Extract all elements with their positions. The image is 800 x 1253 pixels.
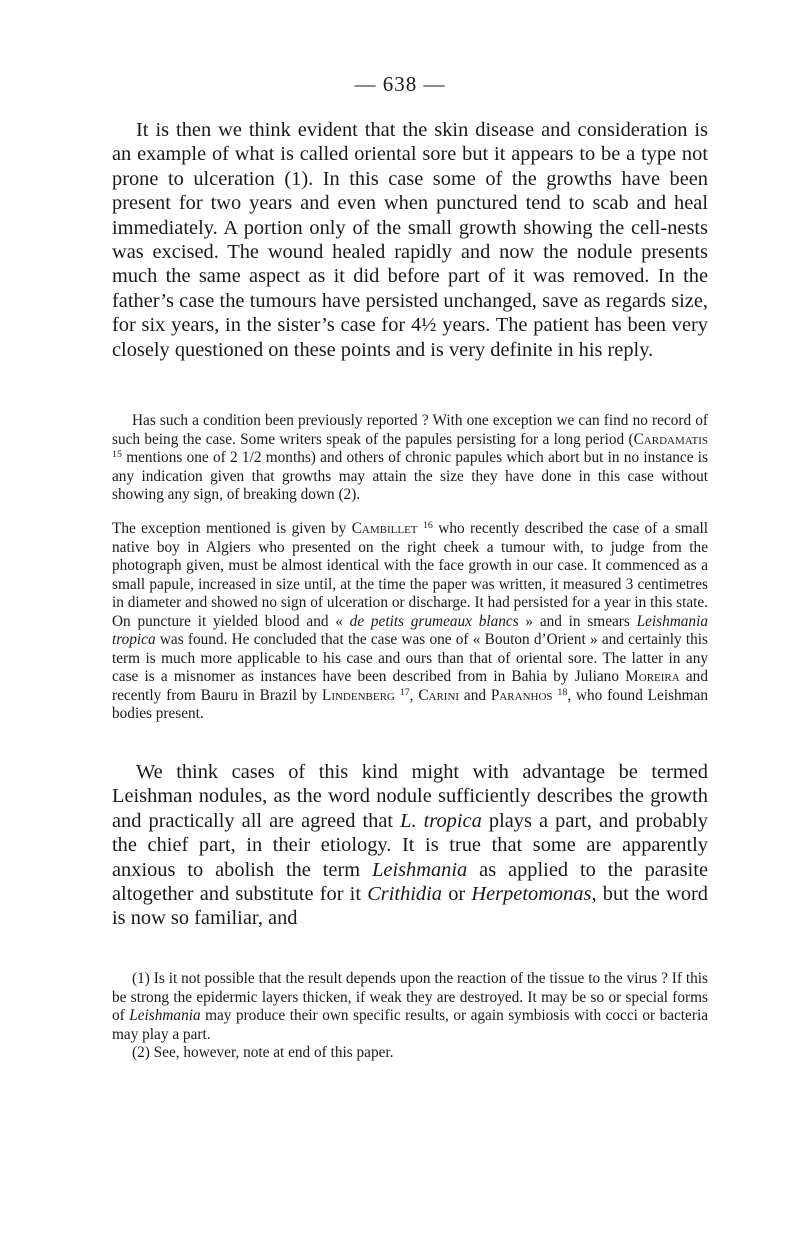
paragraph-2-small-print bbox=[112, 412, 708, 505]
italic-phrase: de petits grumeaux blancs bbox=[349, 612, 519, 630]
author-name: Cardamatis bbox=[633, 430, 708, 448]
reference-number: 16 bbox=[422, 520, 433, 532]
text-run: or bbox=[442, 883, 472, 906]
reference-number: 17 bbox=[399, 686, 410, 698]
footnote-1 bbox=[112, 970, 708, 1044]
genus-name: Crithidia bbox=[367, 883, 442, 906]
species-name: L. tropica bbox=[400, 809, 482, 832]
text-run: as applied to the parasite altogether and substitute for it bbox=[112, 858, 708, 906]
text-run: (1) Is it not possible that the result depends upon the reaction of the tissue to the virus ? If this be strong the epidermic layers thicken, if weak they are destroyed. It may be so or special forms of bbox=[112, 970, 708, 1024]
text-run: » and in smears bbox=[518, 612, 637, 630]
species-name: Leishmania tropica bbox=[112, 612, 708, 648]
page-number: — 638 — bbox=[354, 72, 446, 96]
author-name: Moreira bbox=[625, 668, 680, 685]
text-run: mentions one of 2 1/2 months) and others of chronic papules which abort but in no instance is any indication given that growths may attain the size they have done in this case without showing any sign, of breaking down (2). bbox=[112, 449, 708, 503]
genus-name: Leishmania bbox=[372, 858, 468, 881]
author-name: Paranhos bbox=[490, 686, 553, 704]
author-name: Lindenberg bbox=[321, 686, 395, 704]
text-run: , but the word is now so familiar, and bbox=[112, 883, 708, 930]
text-run: We think cases of this kind might with advantage be termed Leishman nodules, as the word nodule sufficiently describes the growth and practically all are agreed that bbox=[112, 761, 708, 832]
text-run: plays a part, and probably the chief part, in their etiology. It is true that some are apparently anxious to abolish the term bbox=[112, 809, 708, 881]
text-run: Has such a condition been previously reported ? With one exception we can find no record of such being the case. Some writers speak of the papules persisting for a long period ( bbox=[112, 412, 708, 448]
genus-name: Leishmania bbox=[129, 1007, 201, 1024]
text-run: and bbox=[459, 686, 491, 704]
footnote-2: (2) See, however, note at end of this paper. bbox=[132, 1044, 394, 1061]
author-name: Carini bbox=[418, 686, 460, 704]
text-run: may produce their own specific results, or again symbiosis with cocci or bacteria may play a part. bbox=[112, 1007, 708, 1043]
text-run: who recently described the case of a small native boy in Algiers who presented on the right cheek a tumour with, to judge from the photograph given, must be almost identical with the face growth in our case. It commenced as a small papule, increased in size until, at the time the paper was written, it measured 3 centimetres in diameter and showed no sign of ulceration or discharge. It had persisted for a year in this state. On puncture it yielded blood and « bbox=[112, 520, 708, 630]
text-run: , who found Leishman bodies present. bbox=[112, 686, 709, 722]
text-run: The exception mentioned is given by bbox=[112, 520, 352, 537]
genus-name: Herpetomonas bbox=[471, 883, 592, 906]
paragraph-1: It is then we think evident that the skin disease and consideration is an example of what is called oriental sore but it appears to be a type not prone to ulceration (1). In this case some of the growths have been present for two years and even when punctured tend to scab and heal immediately. A portion only of the small growth showing the cell-nests was excised. The wound healed rapidly and now the nodule presents much the same aspect as it did before part of it was removed. In the father’s case the tumours have persisted unchanged, save as regards size, for six years, in the sister’s case for 4½ years. The patient has been very closely questioned on these points and is very definite in his reply. bbox=[112, 119, 708, 361]
text-run: , bbox=[409, 686, 419, 704]
reference-number: 18 bbox=[557, 686, 568, 698]
paragraph-3-small-print bbox=[112, 520, 708, 724]
author-name: Cambillet bbox=[351, 520, 418, 537]
text-run: was found. He concluded that the case was one of « Bouton d’Orient » and certainly this term is much more applicable to his case and ours than that of oriental sore. The latter in any case is a misnomer as instances have been described from in Bahia by Juliano bbox=[112, 631, 708, 685]
reference-number: 15 bbox=[112, 449, 122, 461]
paragraph-4 bbox=[112, 760, 708, 931]
text-run: and recently from Bauru in Brazil by bbox=[112, 668, 708, 704]
